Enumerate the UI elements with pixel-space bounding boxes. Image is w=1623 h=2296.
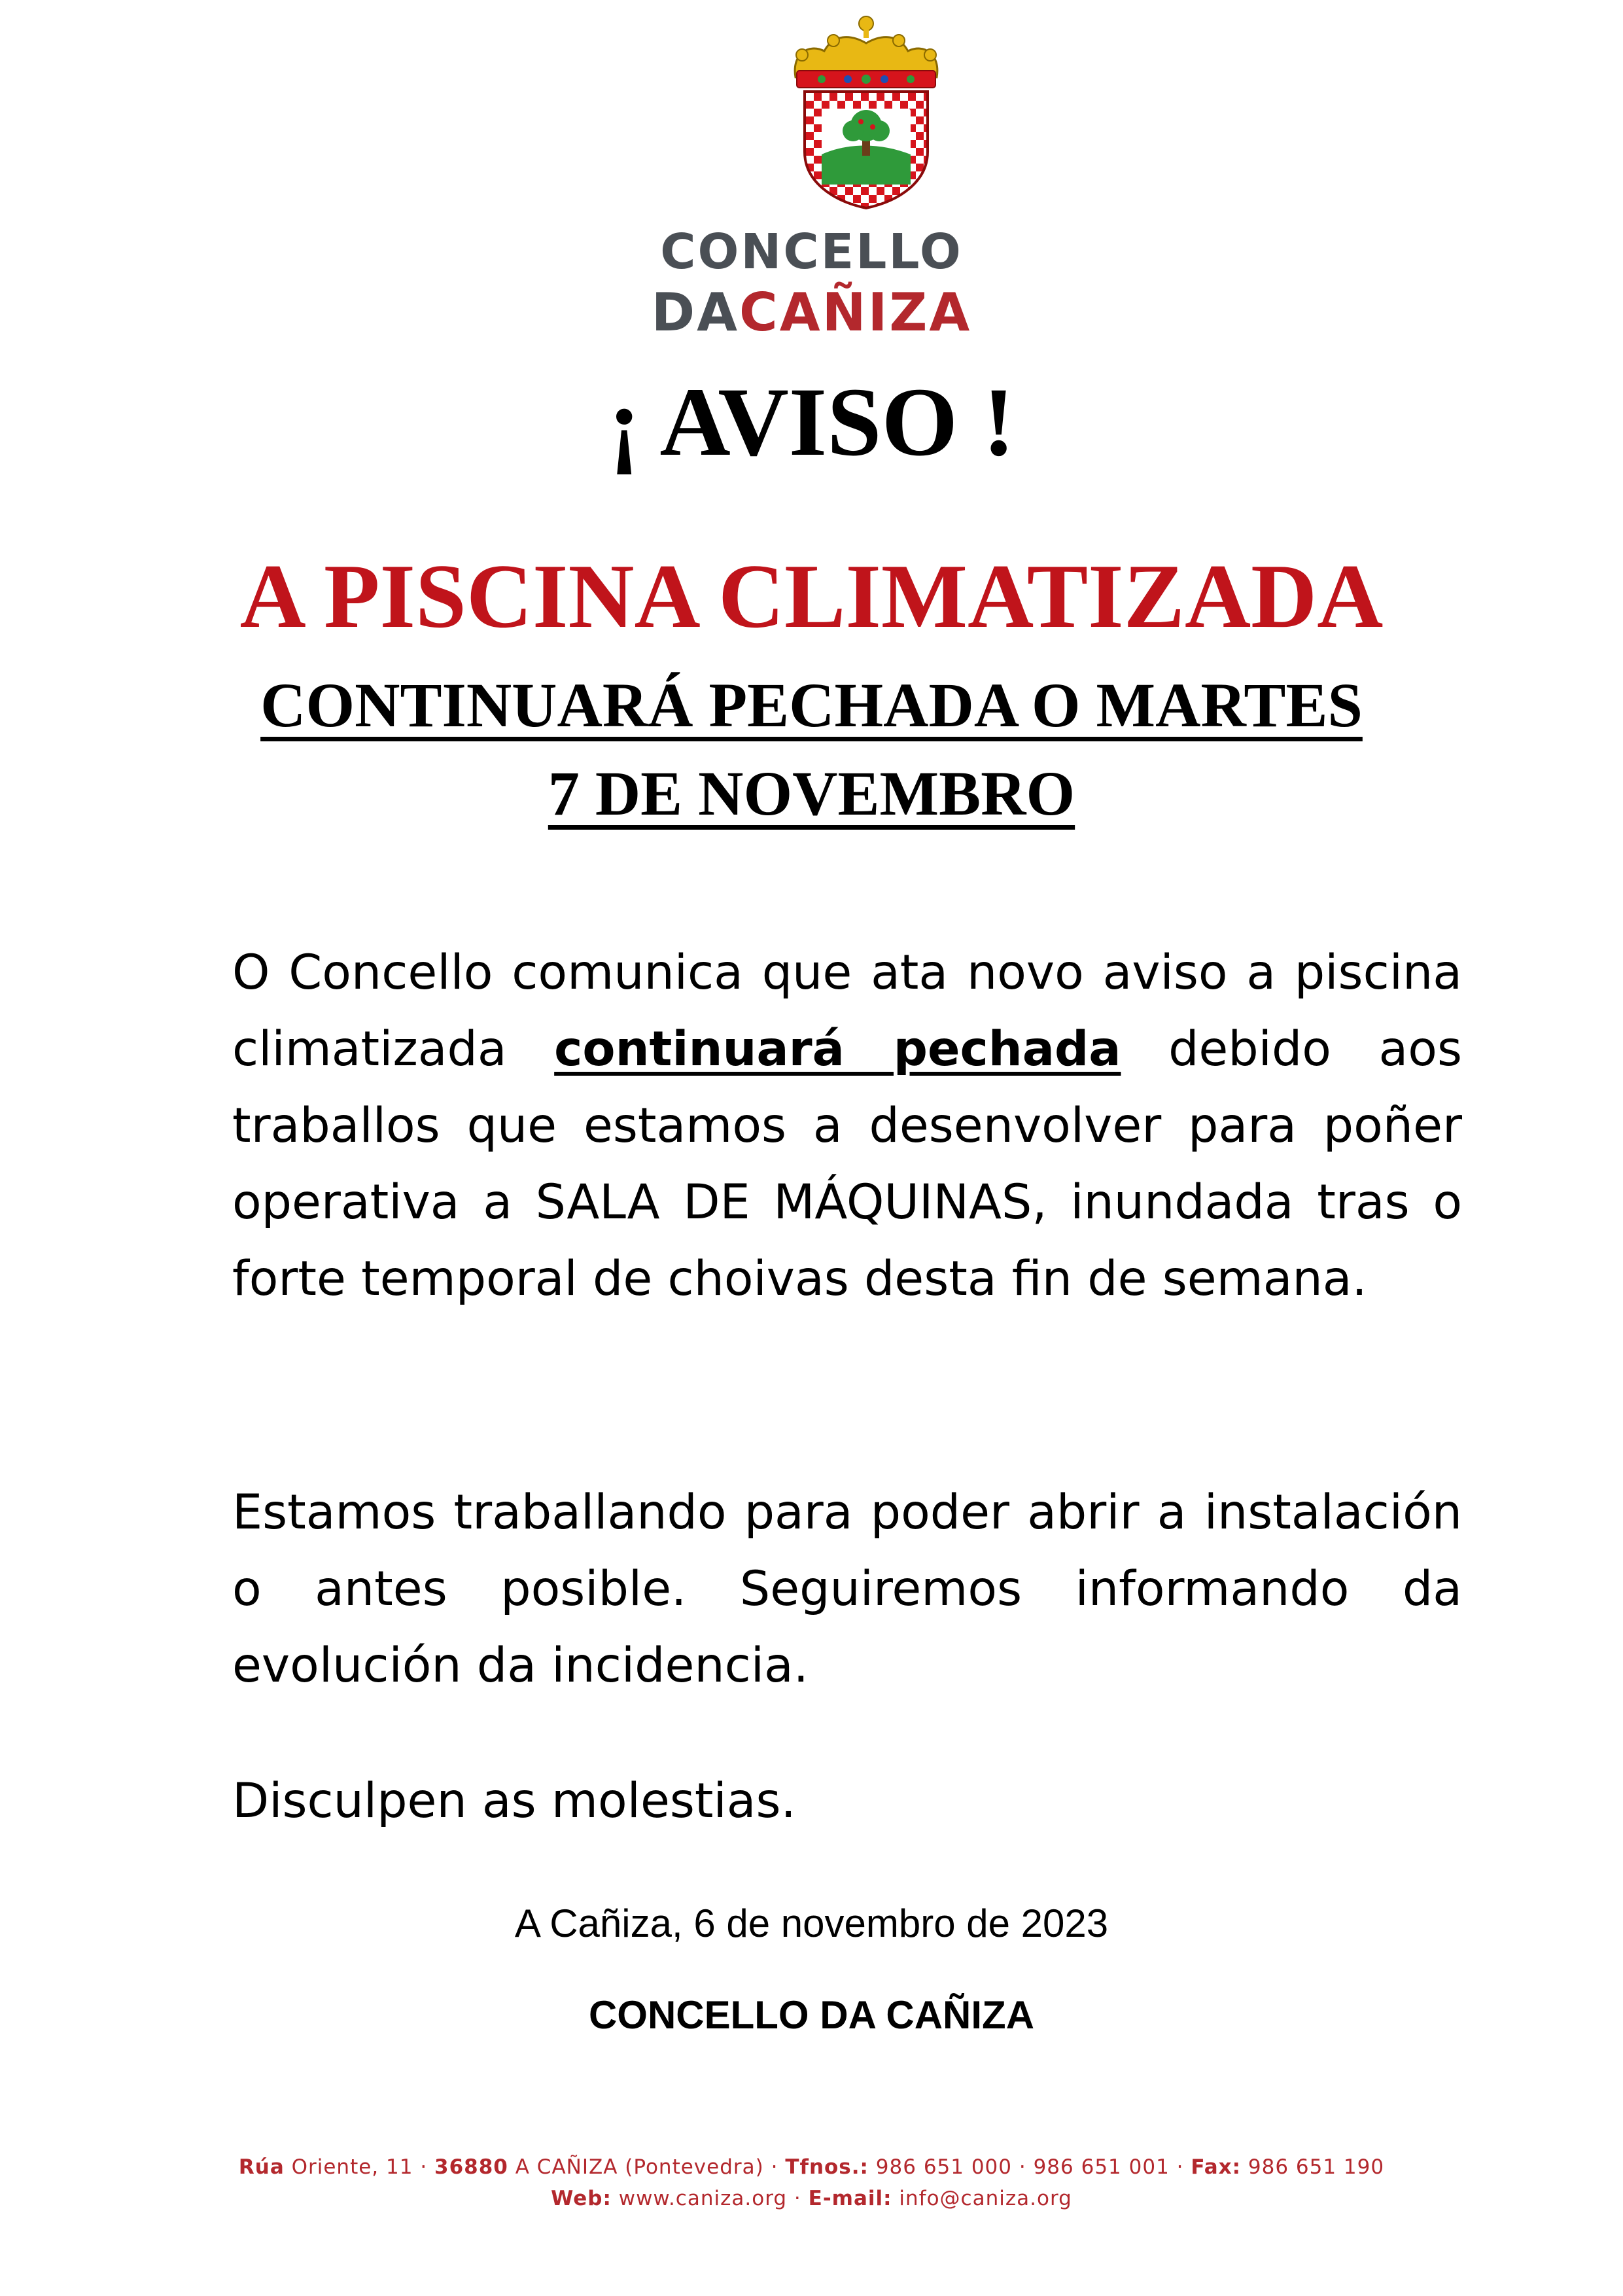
footer-fax: 986 651 190 bbox=[1241, 2155, 1385, 2179]
closing-date: A Cañiza, 6 de novembro de 2023 bbox=[514, 1901, 1109, 1945]
p1-emphasis: continuará pechada bbox=[554, 1021, 1121, 1077]
body-paragraph-2: Estamos traballando para poder abrir a instalación o antes posible. Seguiremos informando da evolución da incidencia. bbox=[232, 1485, 1462, 1693]
municipal-crest-icon bbox=[782, 14, 950, 211]
footer-web: www.caniza.org · bbox=[611, 2187, 809, 2210]
p1-text-before: O Concello comunica que ata novo aviso a piscina climatizada bbox=[232, 945, 1462, 1077]
footer-fax-label: Fax: bbox=[1191, 2155, 1242, 2179]
footer-rua-label: Rúa bbox=[238, 2155, 285, 2179]
footer-address: Oriente, 11 · bbox=[284, 2155, 435, 2179]
footer-address-line bbox=[0, 2157, 1623, 2178]
footer-email: info@caniza.org bbox=[892, 2187, 1072, 2210]
subhead-line2-text: 7 DE NOVEMBRO bbox=[548, 758, 1075, 828]
notice-subhead-line1 bbox=[0, 670, 1623, 740]
body-paragraph-1 bbox=[232, 934, 1462, 1317]
footer-phones: 986 651 000 · 986 651 001 · bbox=[868, 2155, 1191, 2179]
logo-wordmark-line1: CONCELLO bbox=[660, 224, 963, 280]
body-paragraph-3: Disculpen as molestias. bbox=[232, 1773, 796, 1829]
footer-contact-line bbox=[0, 2189, 1623, 2209]
p1-text-after: debido aos traballos que estamos a desenvolver para poñer operativa a SALA DE MÁQUINAS, inundada tras o forte temporal de choivas desta fin de semana. bbox=[232, 1021, 1462, 1307]
logo-caniza: CAÑIZA bbox=[739, 282, 972, 343]
footer-web-label: Web: bbox=[551, 2187, 612, 2210]
notice-title: ¡ AVISO ! bbox=[608, 368, 1015, 476]
logo-wordmark-line2 bbox=[0, 282, 1623, 343]
footer-city: A CAÑIZA (Pontevedra) · bbox=[508, 2155, 786, 2179]
notice-subhead-line2 bbox=[0, 758, 1623, 828]
subhead-line1-text: CONTINUARÁ PECHADA O MARTES bbox=[260, 670, 1363, 740]
footer-tel-label: Tfnos.: bbox=[785, 2155, 869, 2179]
footer-email-label: E-mail: bbox=[808, 2187, 892, 2210]
notice-headline: A PISCINA CLIMATIZADA bbox=[239, 546, 1384, 647]
logo-da: DA bbox=[651, 282, 740, 343]
footer-postcode: 36880 bbox=[434, 2155, 508, 2179]
closing-signature: CONCELLO DA CAÑIZA bbox=[588, 1993, 1035, 2037]
